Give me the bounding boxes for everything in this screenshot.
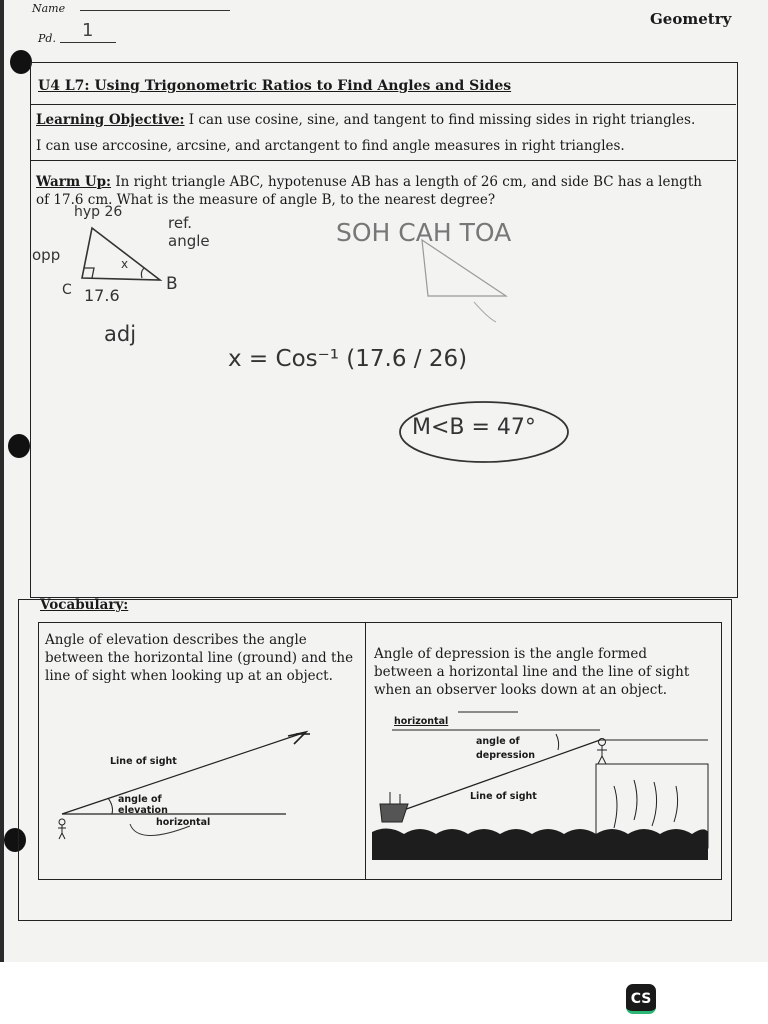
objective-label: Learning Objective: [36,112,185,128]
vertex-b: B [166,274,178,294]
depression-def-3: when an observer looks down at an object. [374,682,668,698]
depression-horizontal-label: horizontal [394,716,449,727]
elevation-line-of-sight-label: Line of sight [110,756,177,767]
adj-value: 17.6 [84,286,120,305]
scanner-app-badge: CS [626,984,656,1014]
warmup-line2: of 17.6 cm. What is the measure of angle B, to the nearest degree? [36,192,496,208]
final-answer: M<B = 47° [412,415,536,440]
course-name: Geometry [650,10,732,28]
name-line [80,10,230,11]
mnemonic: SOH CAH TOA [336,218,512,247]
hyp-label: hyp 26 [74,204,123,220]
elevation-horizontal-label: horizontal [156,817,211,828]
ref-angle-label: ref. angle [168,214,210,250]
elevation-def-1: Angle of elevation describes the angle [45,632,307,648]
page-title: U4 L7: Using Trigonometric Ratios to Find Angles and Sides [38,78,512,94]
period-line [60,42,116,43]
divider [30,104,736,105]
depression-diagram [368,704,718,868]
vocabulary-label: Vocabulary: [40,597,129,613]
warmup-text-1: In right triangle ABC, hypotenuse AB has a length of 26 cm, and side BC has a length [111,174,702,190]
inverse-cosine-equation: x = Cos⁻¹ (17.6 / 26) [228,346,468,372]
learning-objective-line1 [36,112,695,129]
warmup-line1 [36,174,702,191]
punch-hole [10,50,32,74]
table-column-divider [365,622,366,880]
elevation-angle-label: angle of elevation [118,794,168,816]
divider [30,160,736,161]
adj-label: adj [104,322,137,346]
depression-line-of-sight-label: Line of sight [470,791,537,802]
name-label: Name [32,2,66,15]
page-edge-shadow [0,0,4,962]
elevation-def-3: line of sight when looking up at an object. [45,668,333,684]
elevation-diagram [50,720,350,850]
x-label: x [121,257,129,271]
depression-def-1: Angle of depression is the angle formed [374,646,648,662]
elevation-def-2: between the horizontal line (ground) and the [45,650,354,666]
learning-objective-line2: I can use arccosine, arcsine, and arctangent to find angle measures in right triangles. [36,138,625,154]
faint-triangle-sketch [400,232,520,332]
objective-text-1: I can use cosine, sine, and tangent to find missing sides in right triangles. [184,112,696,128]
opp-label: opp [32,246,61,264]
period-label: Pd. [38,32,56,45]
depression-def-2: between a horizontal line and the line of sight [374,664,690,680]
vertex-c: C [62,282,72,298]
depression-angle-label-1: angle of [476,736,520,747]
punch-hole [8,434,30,458]
period-value: 1 [82,20,94,41]
depression-angle-label-2: depression [476,750,536,761]
warmup-label: Warm Up: [36,174,112,190]
